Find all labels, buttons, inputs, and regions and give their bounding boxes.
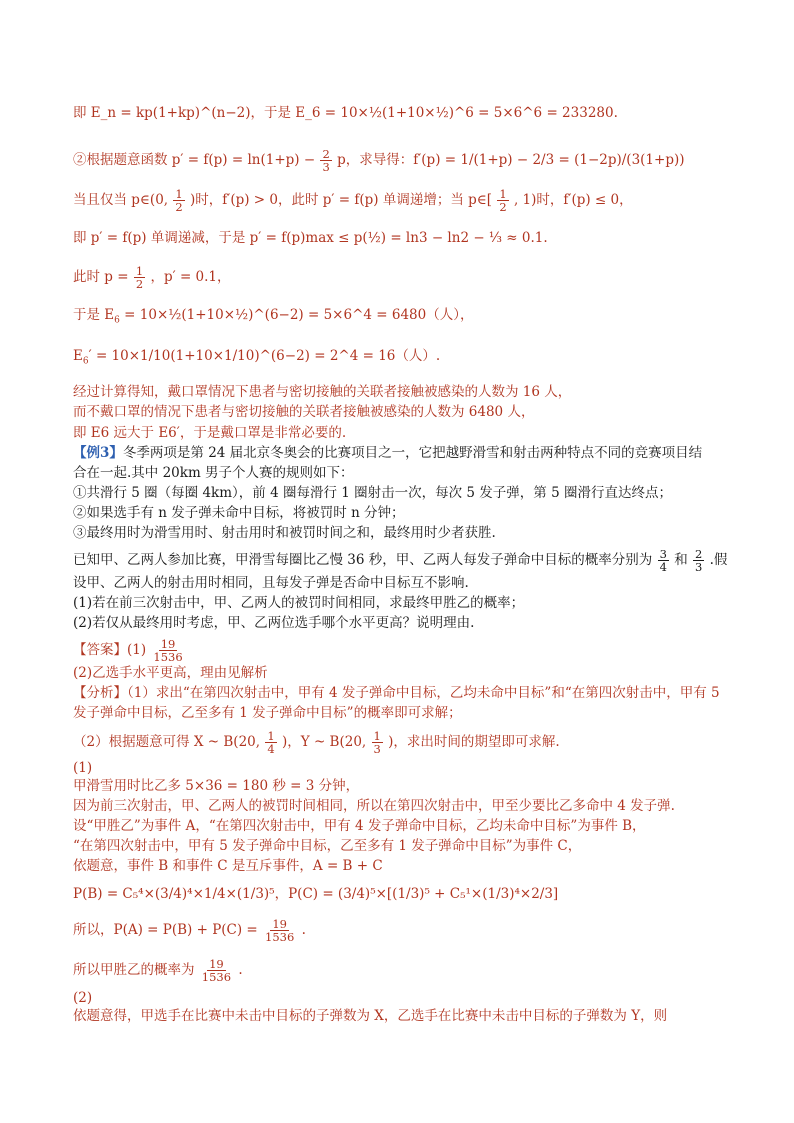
line-27: 因为前三次射击，甲、乙两人的被罚时间相同，所以在第四次射击中，甲至少要比乙多命中 4 发子弹. — [73, 798, 675, 814]
line-16: 已知甲、乙两人参加比赛，甲滑雪每圈比乙慢 36 秒，甲、乙两人每发子弹命中目标的概率分别为 $\frac{3}{4}$ 和 $\frac{2}{3}$ .假 — [73, 547, 728, 574]
line-34: (2) — [73, 990, 93, 1006]
fraction: $\frac{1}{3}$ — [373, 729, 381, 756]
line-32: 所以，P(A) = P(B) + P(C) = $\frac{19}{1536}$ . — [73, 917, 306, 944]
line-23: 发子弹命中目标，乙至多有 1 发子弹命中目标”的概率即可求解； — [73, 705, 462, 721]
line-09: 而不戴口罩的情况下患者与密切接触的关联者接触被感染的人数为 6480 人， — [73, 404, 535, 420]
answer-heading: 【答案】(1) $\frac{19}{1536}$ — [73, 637, 183, 664]
line-24: （2）根据题意可得 X ~ B(20, $\frac{1}{4}$ )，Y ~ B(20, $\frac{1}{3}$ )，求出时间的期望即可求解. — [73, 729, 560, 756]
line-35: 依题意得，甲选手在比赛中未击中目标的子弹数为 X，乙选手在比赛中未击中目标的子弹数为 Y，则 — [73, 1008, 668, 1024]
line-33: 所以甲胜乙的概率为 $\frac{19}{1536}$ . — [73, 957, 243, 984]
fraction: $\frac{3}{4}$ — [659, 547, 667, 574]
line-25: (1) — [73, 760, 93, 776]
example-3-heading: 【例3】冬季两项是第 24 届北京冬奥会的比赛项目之一，它把越野滑雪和射击两种特点不同的竞赛项目结 — [73, 445, 703, 461]
line-10: 即 E6 远大于 E6′，于是戴口罩是非常必要的. — [73, 425, 347, 441]
line-26: 甲滑雪用时比乙多 5×36 = 180 秒 = 3 分钟， — [73, 778, 360, 794]
line-08: 经过计算得知，戴口罩情况下患者与密切接触的关联者接触被感染的人数为 16 人， — [73, 384, 572, 400]
line-04: 即 p′ = f(p) 单调递减，于是 p′ = f(p)max ≤ p(½) = ln3 − ln2 − ⅓ ≈ 0.1. — [73, 230, 548, 246]
fraction: $\frac{2}{3}$ — [694, 547, 703, 574]
fraction: $\frac{19}{1536}$ — [201, 957, 232, 984]
fraction: $\frac{1}{2}$ — [499, 187, 507, 214]
line-03: 当且仅当 p∈(0, $\frac{1}{2}$ )时，f′(p) > 0，此时 p′ = f(p) 单调递增；当 p∈[ $\frac{1}{2}$ , 1)时，f′(p) ≤ 0， — [73, 187, 633, 214]
fraction: $\frac{1}{4}$ — [267, 729, 275, 756]
example-label: 【例3】 — [73, 445, 123, 461]
fraction: $\frac{19}{1536}$ — [265, 917, 295, 944]
line-17: 设甲、乙两人的射击用时相同，且每发子弹是否命中目标互不影响. — [73, 575, 469, 591]
analysis-heading: 【分析】（1）求出“在第四次射击中，甲有 4 发子弹命中目标，乙均未命中目标”和“在第四次射击中，甲有 5 — [73, 685, 720, 701]
rule-2: ②如果选手有 n 发子弹未命中目标，将被罚时 n 分钟； — [73, 505, 405, 521]
line-12: 合在一起.其中 20km 男子个人赛的规则如下： — [73, 465, 354, 481]
line-06: 于是 $E_6$ = 10×½(1+10×½)^(6−2) = 5×6^4 = 6480（人）， — [73, 307, 474, 326]
answer-2: (2)乙选手水平更高，理由见解析 — [73, 665, 268, 681]
question-2: (2)若仅从最终用时考虑，甲、乙两位选手哪个水平更高？说明理由. — [73, 615, 475, 631]
line-29: “在第四次射击中，甲有 5 发子弹命中目标，乙至多有 1 发子弹命中目标”为事件 C， — [73, 838, 582, 854]
line-07: $E_6'$ = 10×1/10(1+10×1/10)^(6−2) = 2^4 = 16（人）. — [73, 348, 441, 367]
fraction: $\frac{19}{1536}$ — [153, 637, 183, 664]
rule-3: ③最终用时为滑雪用时、射击用时和被罚时间之和，最终用时少者获胜. — [73, 525, 496, 541]
line-31: P(B) = C₅⁴×(3/4)⁴×1/4×(1/3)⁵，P(C) = (3/4)⁵×[(1/3)⁵ + C₅¹×(1/3)⁴×2/3] — [73, 886, 559, 902]
fraction: $\frac{1}{2}$ — [175, 187, 183, 214]
question-1: (1)若在前三次射击中，甲、乙两人的被罚时间相同，求最终甲胜乙的概率； — [73, 595, 525, 611]
line-05: 此时 p = $\frac{1}{2}$ ，p′ = 0.1， — [73, 264, 231, 291]
fraction: $\frac{1}{2}$ — [135, 264, 144, 291]
line-28: 设“甲胜乙”为事件 A，“在第四次射击中，甲有 4 发子弹命中目标，乙均未命中目标”为事件 B， — [73, 818, 646, 834]
rule-1: ①共滑行 5 圈（每圈 4km），前 4 圈每滑行 1 圈射击一次，每次 5 发子弹，第 5 圈滑行直达终点； — [73, 485, 672, 501]
line-01: 即 E_n = kp(1+kp)^(n−2)，于是 E_6 = 10×½(1+10×½)^6 = 5×6^6 = 233280. — [73, 105, 618, 121]
line-30: 依题意，事件 B 和事件 C 是互斥事件，A = B + C — [73, 858, 383, 874]
line-02: ②根据题意函数 p′ = f(p) = ln(1+p) − $\frac{2}{3}$ p，求导得：f′(p) = 1/(1+p) − 2/3 = (1−2p)/(3(1+p)) — [73, 147, 685, 174]
fraction: $\frac{2}{3}$ — [322, 147, 330, 174]
